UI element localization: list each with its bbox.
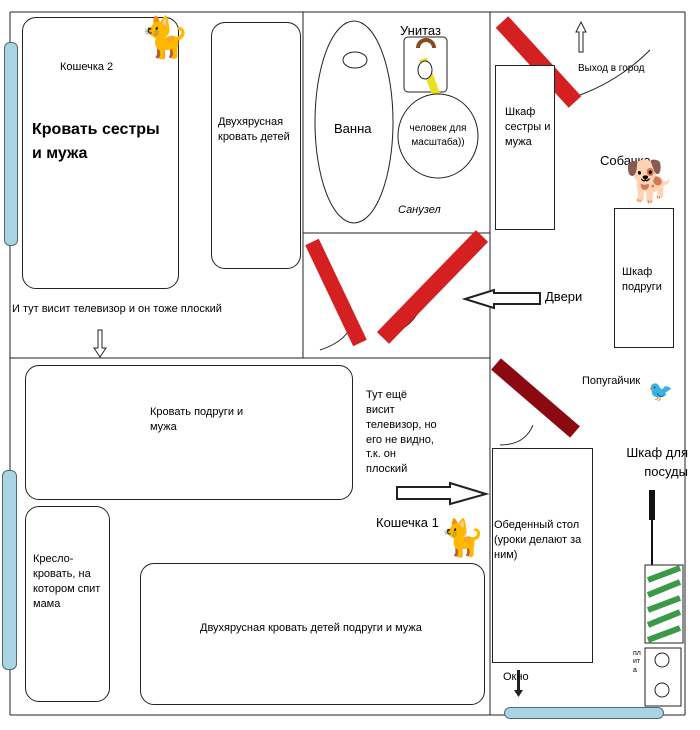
dog-icon: 🐕 xyxy=(625,160,675,204)
cat2-label: Кошечка 2 xyxy=(60,61,114,73)
dog-label: Собачка xyxy=(600,153,651,168)
bunk-friend-label: Двухярусная кровать детей подруги и мужа xyxy=(200,622,422,634)
friend-bed-label: Кровать подруги и мужа xyxy=(150,406,244,433)
wardrobe-friend-label: Шкаф подруги xyxy=(622,266,662,293)
parrot-icon: 🐦 xyxy=(648,381,673,403)
cat2-icon: 🐈 xyxy=(140,16,190,60)
tv-note: И тут висит телевизор и он тоже плоский xyxy=(12,303,222,315)
dishes-label: Шкаф для посуды xyxy=(626,445,688,479)
cat1-icon: 🐈 xyxy=(440,517,485,558)
wardrobe-sister-label: Шкаф сестры и мужа xyxy=(505,106,551,148)
window-left-bottom xyxy=(2,470,17,670)
window-label: Окно xyxy=(503,671,529,683)
cat1-label: Кошечка 1 xyxy=(376,515,439,530)
window-left-top xyxy=(4,42,18,246)
bathroom-label: Санузел xyxy=(398,204,441,216)
parrot-label: Попугайчик xyxy=(582,375,641,387)
dining-table-label: Обеденный стол (уроки делают за ним) xyxy=(494,519,582,561)
exit-label: Выход в город xyxy=(578,63,645,74)
armchair-label: Кресло-кровать, на котором спит мама xyxy=(33,553,101,610)
sister-bed-label: Кровать сестры и мужа xyxy=(32,121,160,162)
person-label: человек для масштаба)) xyxy=(409,123,467,148)
bunk-kids xyxy=(211,22,301,269)
bath-label: Ванна xyxy=(334,121,372,136)
doors-label: Двери xyxy=(545,289,583,304)
window-bottom xyxy=(504,707,664,719)
tv-note-2: Тут ещё висит телевизор, но его не видно, т.к. он плоский xyxy=(366,389,437,476)
stove-label: плита xyxy=(633,650,641,674)
toilet-label: Унитаз xyxy=(400,23,441,38)
bunk-kids-label: Двухярусная кровать детей xyxy=(218,116,290,143)
